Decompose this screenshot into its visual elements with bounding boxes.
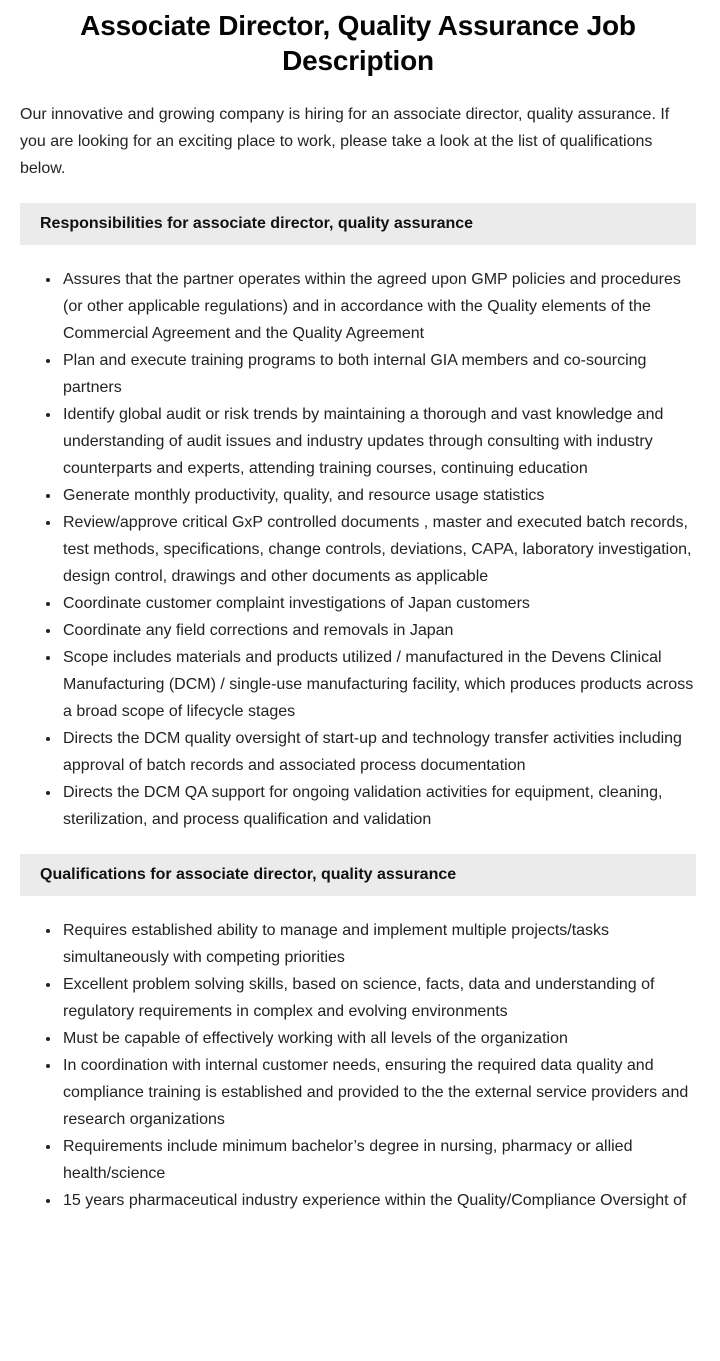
list-item: • Coordinate customer complaint investigations of Japan customers — [61, 590, 696, 617]
section-header-responsibilities-label: Responsibilities for associate director, quality assurance — [40, 215, 474, 232]
page-title: Associate Director, Quality Assurance Job Description — [80, 10, 636, 76]
list-item: • Plan and execute training programs to both internal GIA members and co-sourcing partners — [61, 347, 696, 401]
list-item: • Must be capable of effectively working with all levels of the organization — [61, 1025, 696, 1052]
responsibilities-list — [20, 266, 696, 833]
list-item: • Generate monthly productivity, quality, and resource usage statistics — [61, 482, 696, 509]
list-item: • Requirements include minimum bachelor’s degree in nursing, pharmacy or allied health/science — [61, 1133, 696, 1187]
list-item: • Review/approve critical GxP controlled documents , master and executed batch records, test methods, specifications, change controls, deviations, CAPA, laboratory investigation, design control, drawings and other documents as applicable — [61, 509, 696, 590]
section-header-qualifications-label: Qualifications for associate director, quality assurance — [40, 866, 457, 883]
qualifications-list — [20, 917, 696, 1214]
list-item: • Requires established ability to manage and implement multiple projects/tasks simultaneously with competing priorities — [61, 917, 696, 971]
section-header-responsibilities — [20, 203, 696, 245]
intro-paragraph: Our innovative and growing company is hiring for an associate director, quality assurance. If you are looking for an exciting place to work, please take a look at the list of qualifications below. — [20, 106, 670, 177]
section-header-qualifications — [20, 854, 696, 896]
list-item: • In coordination with internal customer needs, ensuring the required data quality and compliance training is established and provided to the the external service providers and research organizations — [61, 1052, 696, 1133]
list-item: • 15 years pharmaceutical industry experience within the Quality/Compliance Oversight of — [61, 1187, 696, 1214]
list-item: • Assures that the partner operates within the agreed upon GMP policies and procedures (or other applicable regulations) and in accordance with the Quality elements of the Commercial Agreement and the Quality Agreement — [61, 266, 696, 347]
list-item: • Directs the DCM QA support for ongoing validation activities for equipment, cleaning, sterilization, and process qualification and validation — [61, 779, 696, 833]
list-item: • Scope includes materials and products utilized / manufactured in the Devens Clinical Manufacturing (DCM) / single-use manufacturing facility, which produces products across a broad scope of lifecycle stages — [61, 644, 696, 725]
list-item: • Directs the DCM quality oversight of start-up and technology transfer activities including approval of batch records and associated process documentation — [61, 725, 696, 779]
list-item: • Identify global audit or risk trends by maintaining a thorough and vast knowledge and understanding of audit issues and industry updates through consulting with industry counterparts and experts, attending training courses, continuing education — [61, 401, 696, 482]
list-item: • Excellent problem solving skills, based on science, facts, data and understanding of regulatory requirements in complex and evolving environments — [61, 971, 696, 1025]
list-item: • Coordinate any field corrections and removals in Japan — [61, 617, 696, 644]
